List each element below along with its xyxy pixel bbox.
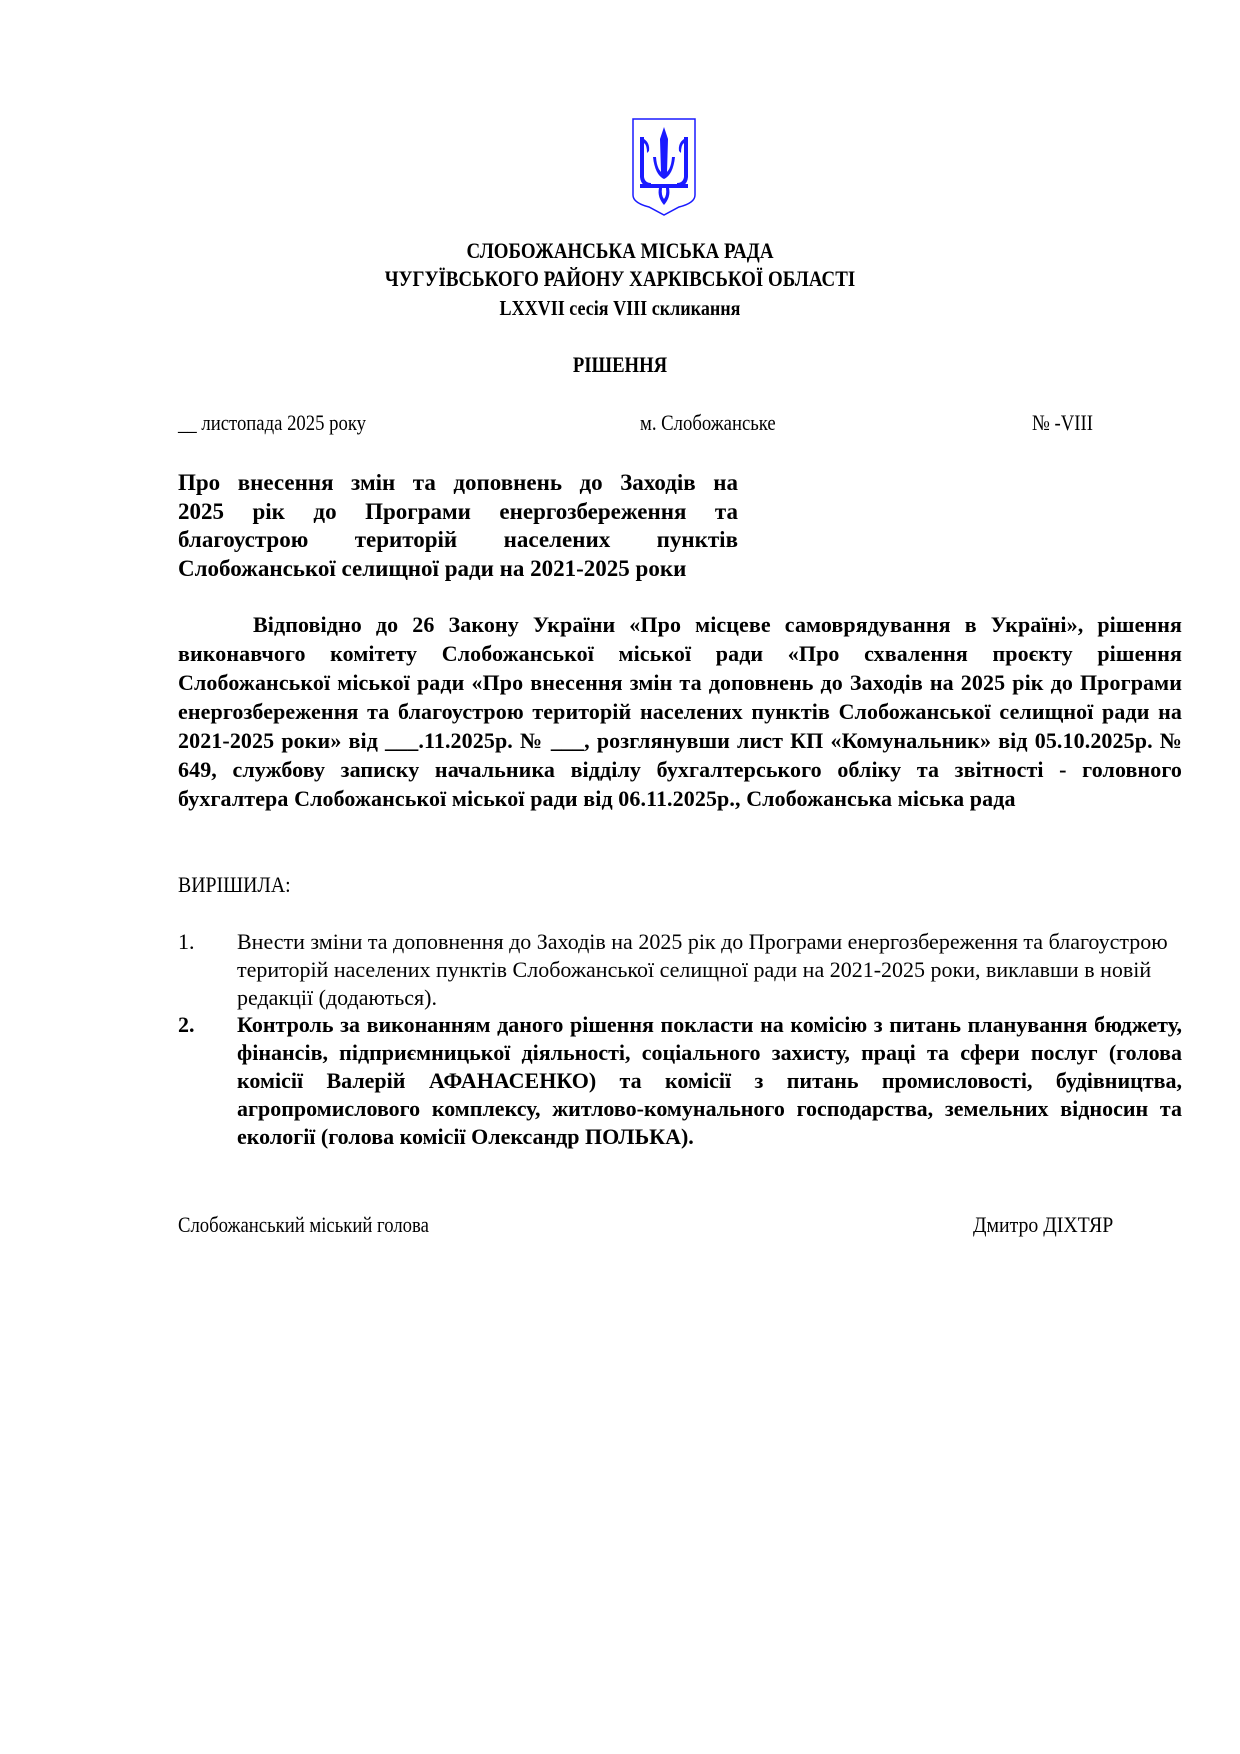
item-number: 1. xyxy=(178,929,195,954)
decision-subject xyxy=(178,469,738,583)
date-place-number-row xyxy=(0,410,1240,440)
resolution-item xyxy=(178,928,1182,1012)
decision-number: № -VIII xyxy=(1032,410,1093,435)
trident-coat-of-arms-icon xyxy=(631,117,697,217)
signatory-name: Дмитро ДІХТЯР xyxy=(973,1212,1114,1237)
resolution-item xyxy=(178,1011,1182,1151)
document-title: РІШЕННЯ xyxy=(572,352,668,377)
district-region-heading: ЧУГУЇВСЬКОГО РАЙОНУ ХАРКІВСЬКОЇ ОБЛАСТІ xyxy=(384,266,856,291)
decision-place: м. Слобожанське xyxy=(640,410,776,435)
item-text: Внести зміни та доповнення до Заходів на 2025 рік до Програми енергозбереження та благоустрою територій населених пунктів Слобожанської селищної ради на 2021-2025 роки, виклавши в новій редакції (додаються). xyxy=(237,929,1168,1010)
signatory-position: Слобожанський міський голова xyxy=(178,1212,429,1237)
subject-line: 2025 рік до Програми енергозбереження та xyxy=(178,498,738,524)
subject-line: благоустрою територій населених пунктів xyxy=(178,527,738,552)
decision-date: __ листопада 2025 року xyxy=(178,410,367,435)
item-text: Контроль за виконанням даного рішення покласти на комісію з питань планування бюджету, фінансів, підприємницької діяльності, соціального захисту, праці та сфери послуг (голова комісії Валерій АФАНАСЕНКО) та комісії з питань промисловості, будівництва, агропромислового комплексу, житлово-комунального господарства, земельних відносин та екології (голова комісії Олександр ПОЛЬКА). xyxy=(237,1012,1182,1149)
council-name-heading: СЛОБОЖАНСЬКА МІСЬКА РАДА xyxy=(466,238,774,263)
resolved-label: ВИРІШИЛА: xyxy=(178,872,291,897)
item-number: 2. xyxy=(178,1012,195,1037)
session-heading: LXXVII сесія VIII скликання xyxy=(499,296,741,320)
coat-of-arms-emblem xyxy=(631,117,697,217)
preamble-paragraph: Відповідно до 26 Закону України «Про місцеве самоврядування в Україні», рішення виконавчого комітету Слобожанської міської ради «Про схвалення проєкту рішення Слобожанської міської ради «Про внесення змін та доповнень до Заходів на 2025 рік до Програми енергозбереження та благоустрою територій населених пунктів Слобожанської селищної ради на 2021-2025 роки» від ___.11.2025р. № ___, розглянувши лист КП «Комунальник» від 05.10.2025р. № 649, службову записку начальника відділу бухгалтерського обліку та звітності - головного бухгалтера Слобожанської міської ради від 06.11.2025р., Слобожанська міська рада xyxy=(178,612,1182,811)
subject-line: Слобожанської селищної ради на 2021-2025 роки xyxy=(178,555,687,581)
subject-line: Про внесення змін та доповнень до Заходів на xyxy=(178,470,738,495)
